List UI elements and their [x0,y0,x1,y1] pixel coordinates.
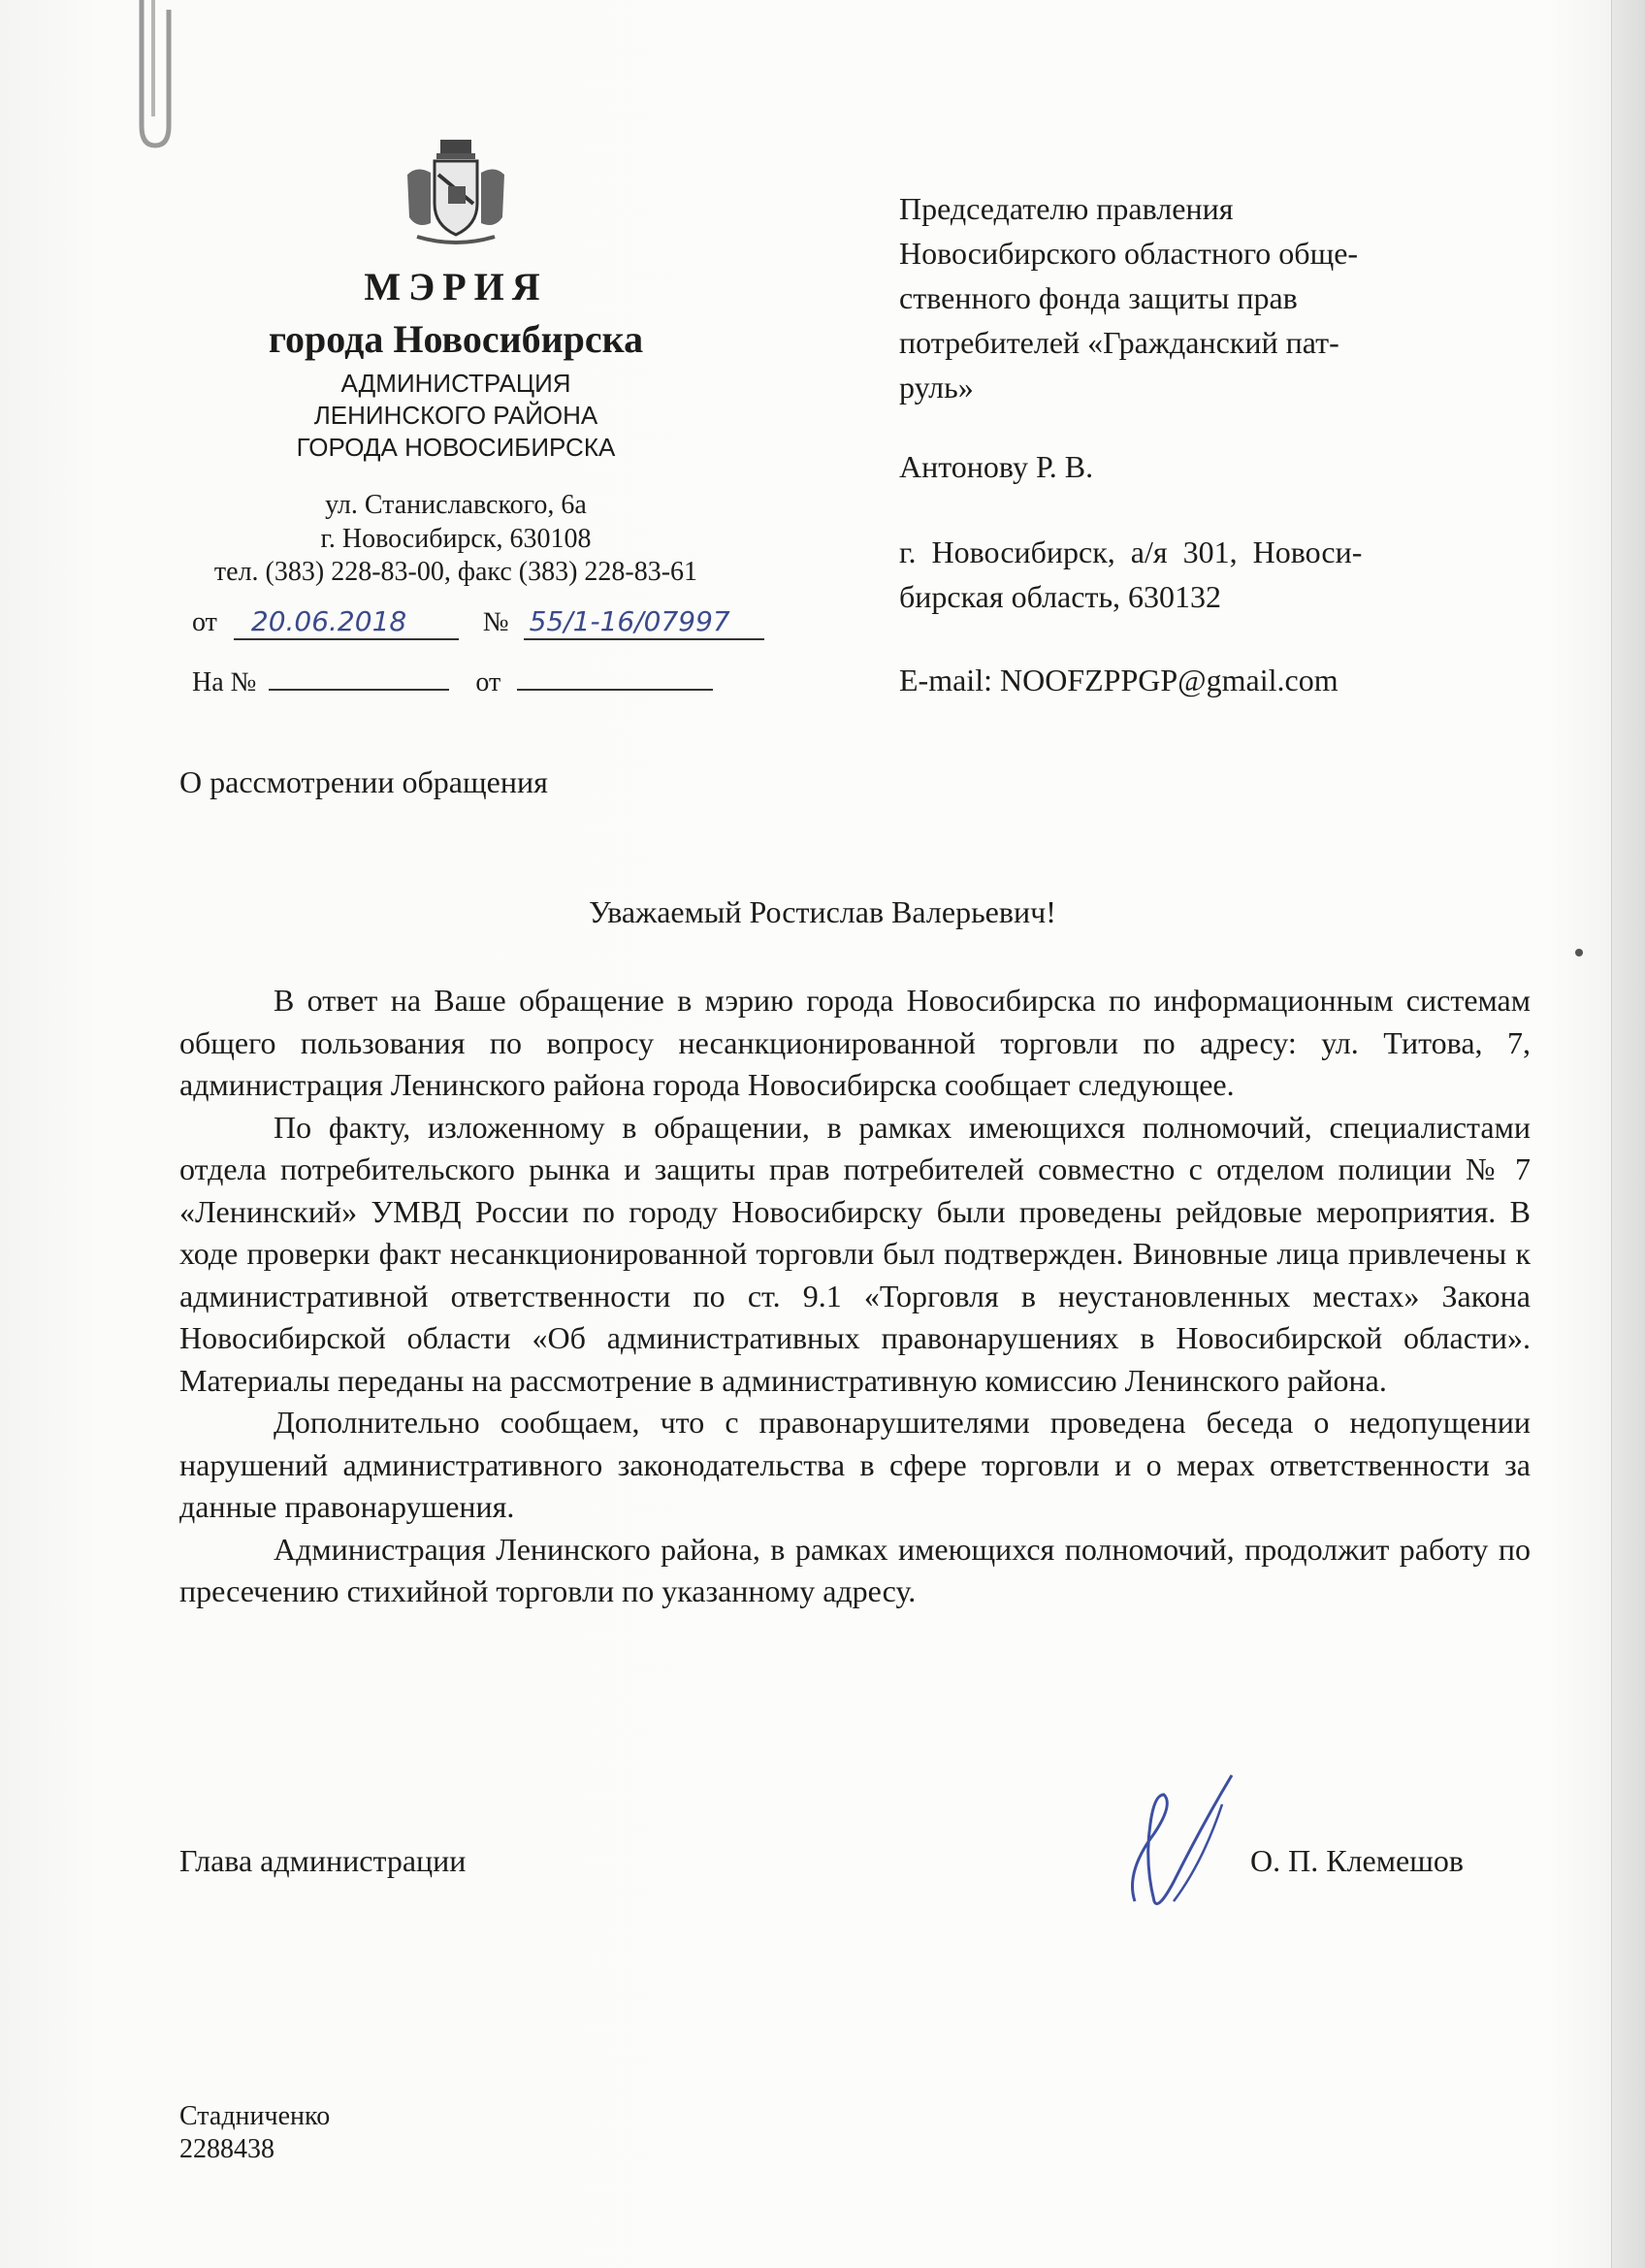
recipient-line: руль» [899,370,974,405]
scan-speck [1575,949,1583,956]
letter-subject: О рассмотрении обращения [179,764,548,799]
body-paragraph: По факту, изложенному в обращении, в рамках имеющихся полномочий, специалистами отдела потребительского рынка и защиты прав потребителей совместно с отделом полиции № 7 «Ленинский» УМВД России по городу Новосибирску были проведены рейдовые мероприятия. В ходе проверки факт несанкционированной торговли был подтвержден. Виновные лица привлечены к административной ответственности по ст. 9.1 «Торговля в неустановленных местах» Закона Новосибирской области «Об административных правонарушениях в Новосибирской области». Материалы переданы на рассмотрение в административную комиссию Ленинского района. [179,1109,1531,1398]
reply-number-field [269,660,449,691]
org-phone-line: тел. (383) 228-83-00, факс (383) 228-83-61 [213,557,698,587]
org-address-line: ул. Станиславского, 6а [325,490,587,520]
ref-no-label: № [482,607,509,637]
page-edge-shadow [1611,0,1645,2268]
executor-phone: 2288438 [179,2134,274,2164]
signatory-name: О. П. Клемешов [1250,1843,1464,1878]
recipient-address-line: бирская область, 630132 [899,579,1222,614]
city-coat-of-arms-icon [398,136,514,252]
ref-from-label: от [192,607,217,637]
letter-salutation: Уважаемый Ростислав Валерьевич! [589,894,1056,929]
reply-to-label: На № [192,667,257,697]
ref-number: 55/1-16/07997 [529,605,730,637]
recipient-line: потребителей «Гражданский пат- [899,325,1339,360]
recipient-line: ственного фонда защиты прав [899,280,1298,315]
body-paragraph: В ответ на Ваше обращение в мэрию города Новосибирска по информационным системам общего пользования по вопросу несанкционированной торговли по адресу: ул. Титова, 7, администрация Ленинского района города Новосибирска сообщает следующее. [179,983,1531,1102]
org-admin-line: ГОРОДА НОВОСИБИРСКА [296,433,616,462]
recipient-address-line: г. Новосибирск, а/я 301, Новоси- [899,535,1363,569]
handwritten-signature-icon [1115,1766,1271,1921]
body-paragraph: Администрация Ленинского района, в рамках имеющихся полномочий, продолжит работу по пресечению стихийной торговли по указанному адресу. [179,1531,1531,1608]
recipient-block [899,186,1520,409]
outgoing-reference [192,605,764,640]
recipient-address [899,530,1520,619]
recipient-email: E-mail: NOOFZPPGP@gmail.com [899,663,1339,697]
org-city: города Новосибирска [268,317,644,361]
org-admin-line: ЛЕНИНСКОГО РАЙОНА [313,401,598,430]
org-title: МЭРИЯ [364,265,548,308]
recipient-line: Председателю правления [899,191,1234,226]
signatory-position: Глава администрации [179,1843,467,1878]
body-paragraph: Дополнительно сообщаем, что с правонарушителями проведена беседа о недопущении нарушений административного законодательства в сфере торговли и о мерах ответственности за данные правонарушения. [179,1405,1531,1524]
recipient-line: Новосибирского областного обще- [899,236,1359,271]
ref-date-field [234,605,459,640]
paperclip-icon [124,0,182,155]
reply-date-field [517,660,713,691]
letter-body [179,980,1531,1613]
incoming-reference [192,660,713,698]
reply-from-label: от [475,667,501,697]
org-admin-line: АДМИНИСТРАЦИЯ [340,369,571,398]
org-address-line: г. Новосибирск, 630108 [320,524,592,554]
ref-date: 20.06.2018 [250,605,407,637]
recipient-name: Антонову Р. В. [899,449,1094,484]
ref-number-field [524,605,764,640]
executor-name: Стадниченко [179,2101,331,2131]
